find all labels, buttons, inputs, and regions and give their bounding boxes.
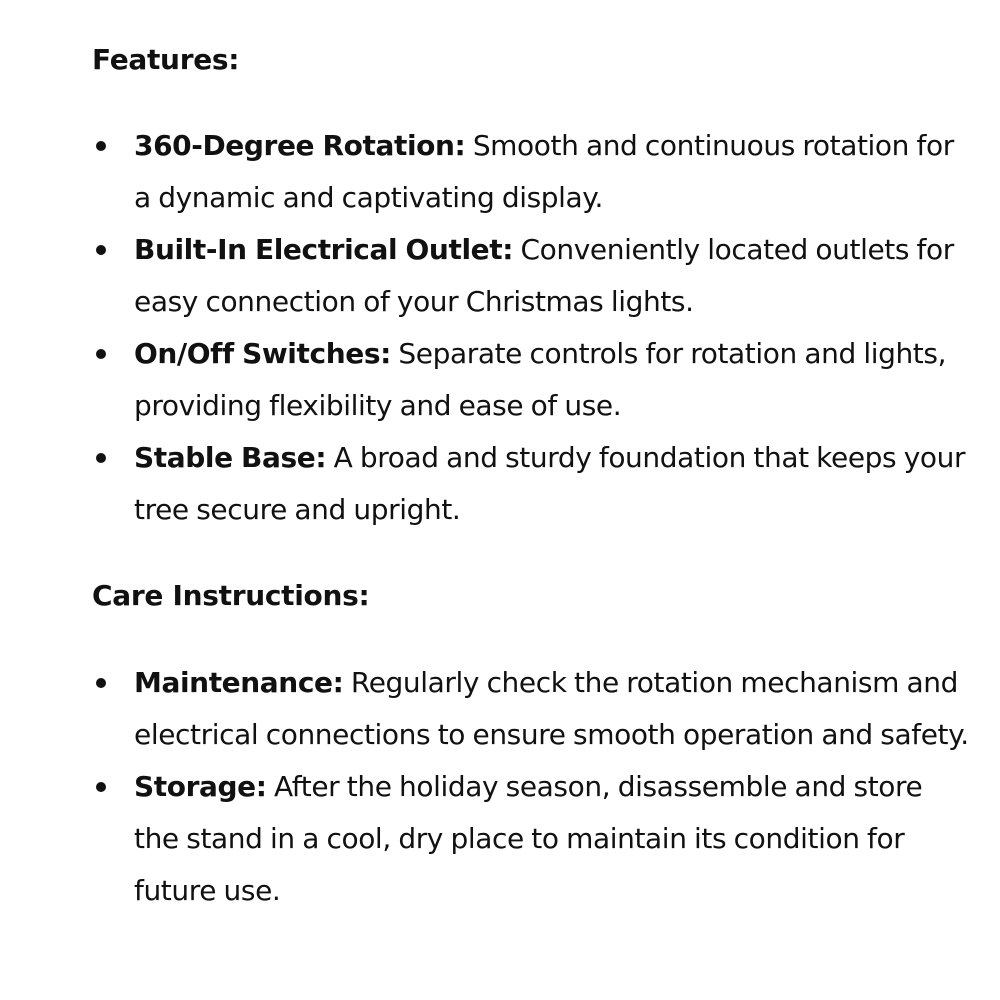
bullet-icon <box>96 141 106 151</box>
item-term: Maintenance: <box>134 666 344 699</box>
item-text: After the holiday season, disassemble and store the stand in a cool, dry place to maintain its condition for future use. <box>134 770 923 907</box>
item-term: Built-In Electrical Outlet: <box>134 233 514 266</box>
list-item <box>92 761 972 917</box>
item-term: 360-Degree Rotation: <box>134 129 466 162</box>
item-text: A broad and sturdy foundation that keeps your tree secure and upright. <box>134 441 966 526</box>
list-item <box>92 120 972 224</box>
features-list <box>92 120 972 536</box>
item-text: Smooth and continuous rotation for a dynamic and captivating display. <box>134 129 954 214</box>
bullet-icon <box>96 245 106 255</box>
item-term: Storage: <box>134 770 267 803</box>
item-term: On/Off Switches: <box>134 337 391 370</box>
features-heading: Features: <box>92 43 240 76</box>
list-item <box>92 328 972 432</box>
item-text: Regularly check the rotation mechanism and electrical connections to ensure smooth operation and safety. <box>134 666 969 751</box>
bullet-icon <box>96 678 106 688</box>
bullet-icon <box>96 349 106 359</box>
list-item <box>92 432 972 536</box>
list-item <box>92 657 972 761</box>
item-text: Separate controls for rotation and lights, providing flexibility and ease of use. <box>134 337 947 422</box>
care-instructions-heading: Care Instructions: <box>92 579 370 612</box>
list-item <box>92 224 972 328</box>
bullet-icon <box>96 782 106 792</box>
item-term: Stable Base: <box>134 441 327 474</box>
bullet-icon <box>96 453 106 463</box>
item-text: Conveniently located outlets for easy connection of your Christmas lights. <box>134 233 954 318</box>
care-instructions-list <box>92 657 972 917</box>
